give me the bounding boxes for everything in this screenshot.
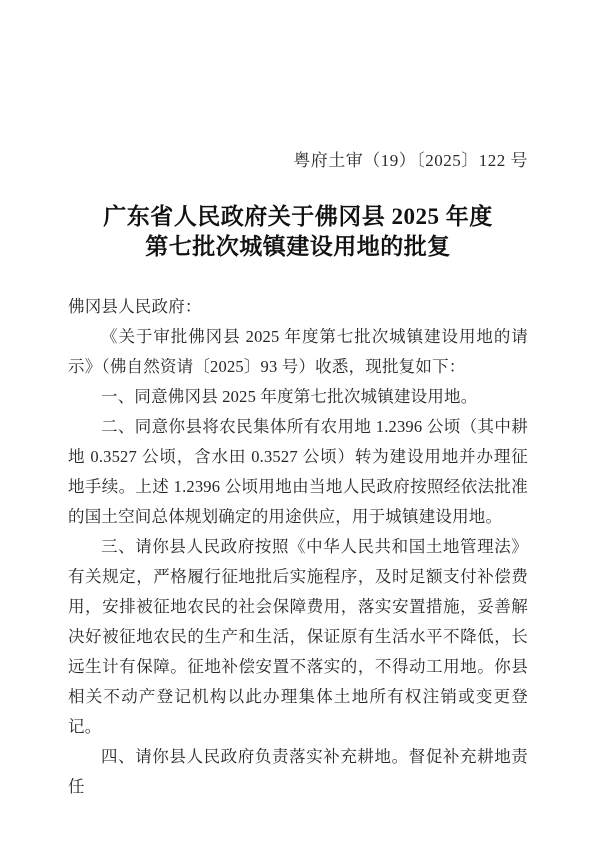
paragraph-item-4-truncated: 四、请你县人民政府负责落实补充耕地。督促补充耕地责任 (68, 747, 528, 796)
salutation: 佛冈县人民政府： (68, 297, 202, 316)
title-line-1: 广东省人民政府关于佛冈县 2025 年度 (103, 204, 493, 229)
paragraph-item-2: 二、同意你县将农民集体所有农用地 1.2396 公顷（其中耕地 0.3527 公顷，含水田 0.3527 公顷）转为建设用地并办理征地手续。上述 1.2396 公顷用地由当地人民政府按照经依法批准的国土空间总体规划确定的用途供应，用于城镇建设用地。 (68, 417, 528, 526)
document-reference-number: 粤府土审（19）〔2025〕122 号 (293, 151, 528, 170)
title-line-2: 第七批次城镇建设用地的批复 (145, 234, 451, 259)
document-body (68, 292, 528, 802)
paragraph-item-3: 三、请你县人民政府按照《中华人民共和国土地管理法》有关规定，严格履行征地批后实施程序，及时足额支付补偿费用，安排被征地农民的社会保障费用，落实安置措施，妥善解决好被征地农民的生产和生活，保证原有生活水平不降低，长远生计有保障。征地补偿安置不落实的，不得动工用地。你县相关不动产登记机构以此办理集体土地所有权注销或变更登记。 (68, 537, 528, 736)
document-title (68, 202, 528, 262)
paragraph-request-received: 《关于审批佛冈县 2025 年度第七批次城镇建设用地的请示》（佛自然资请〔2025〕93 号）收悉，现批复如下： (68, 327, 528, 376)
paragraph-item-1: 一、同意佛冈县 2025 年度第七批次城镇建设用地。 (101, 387, 478, 406)
